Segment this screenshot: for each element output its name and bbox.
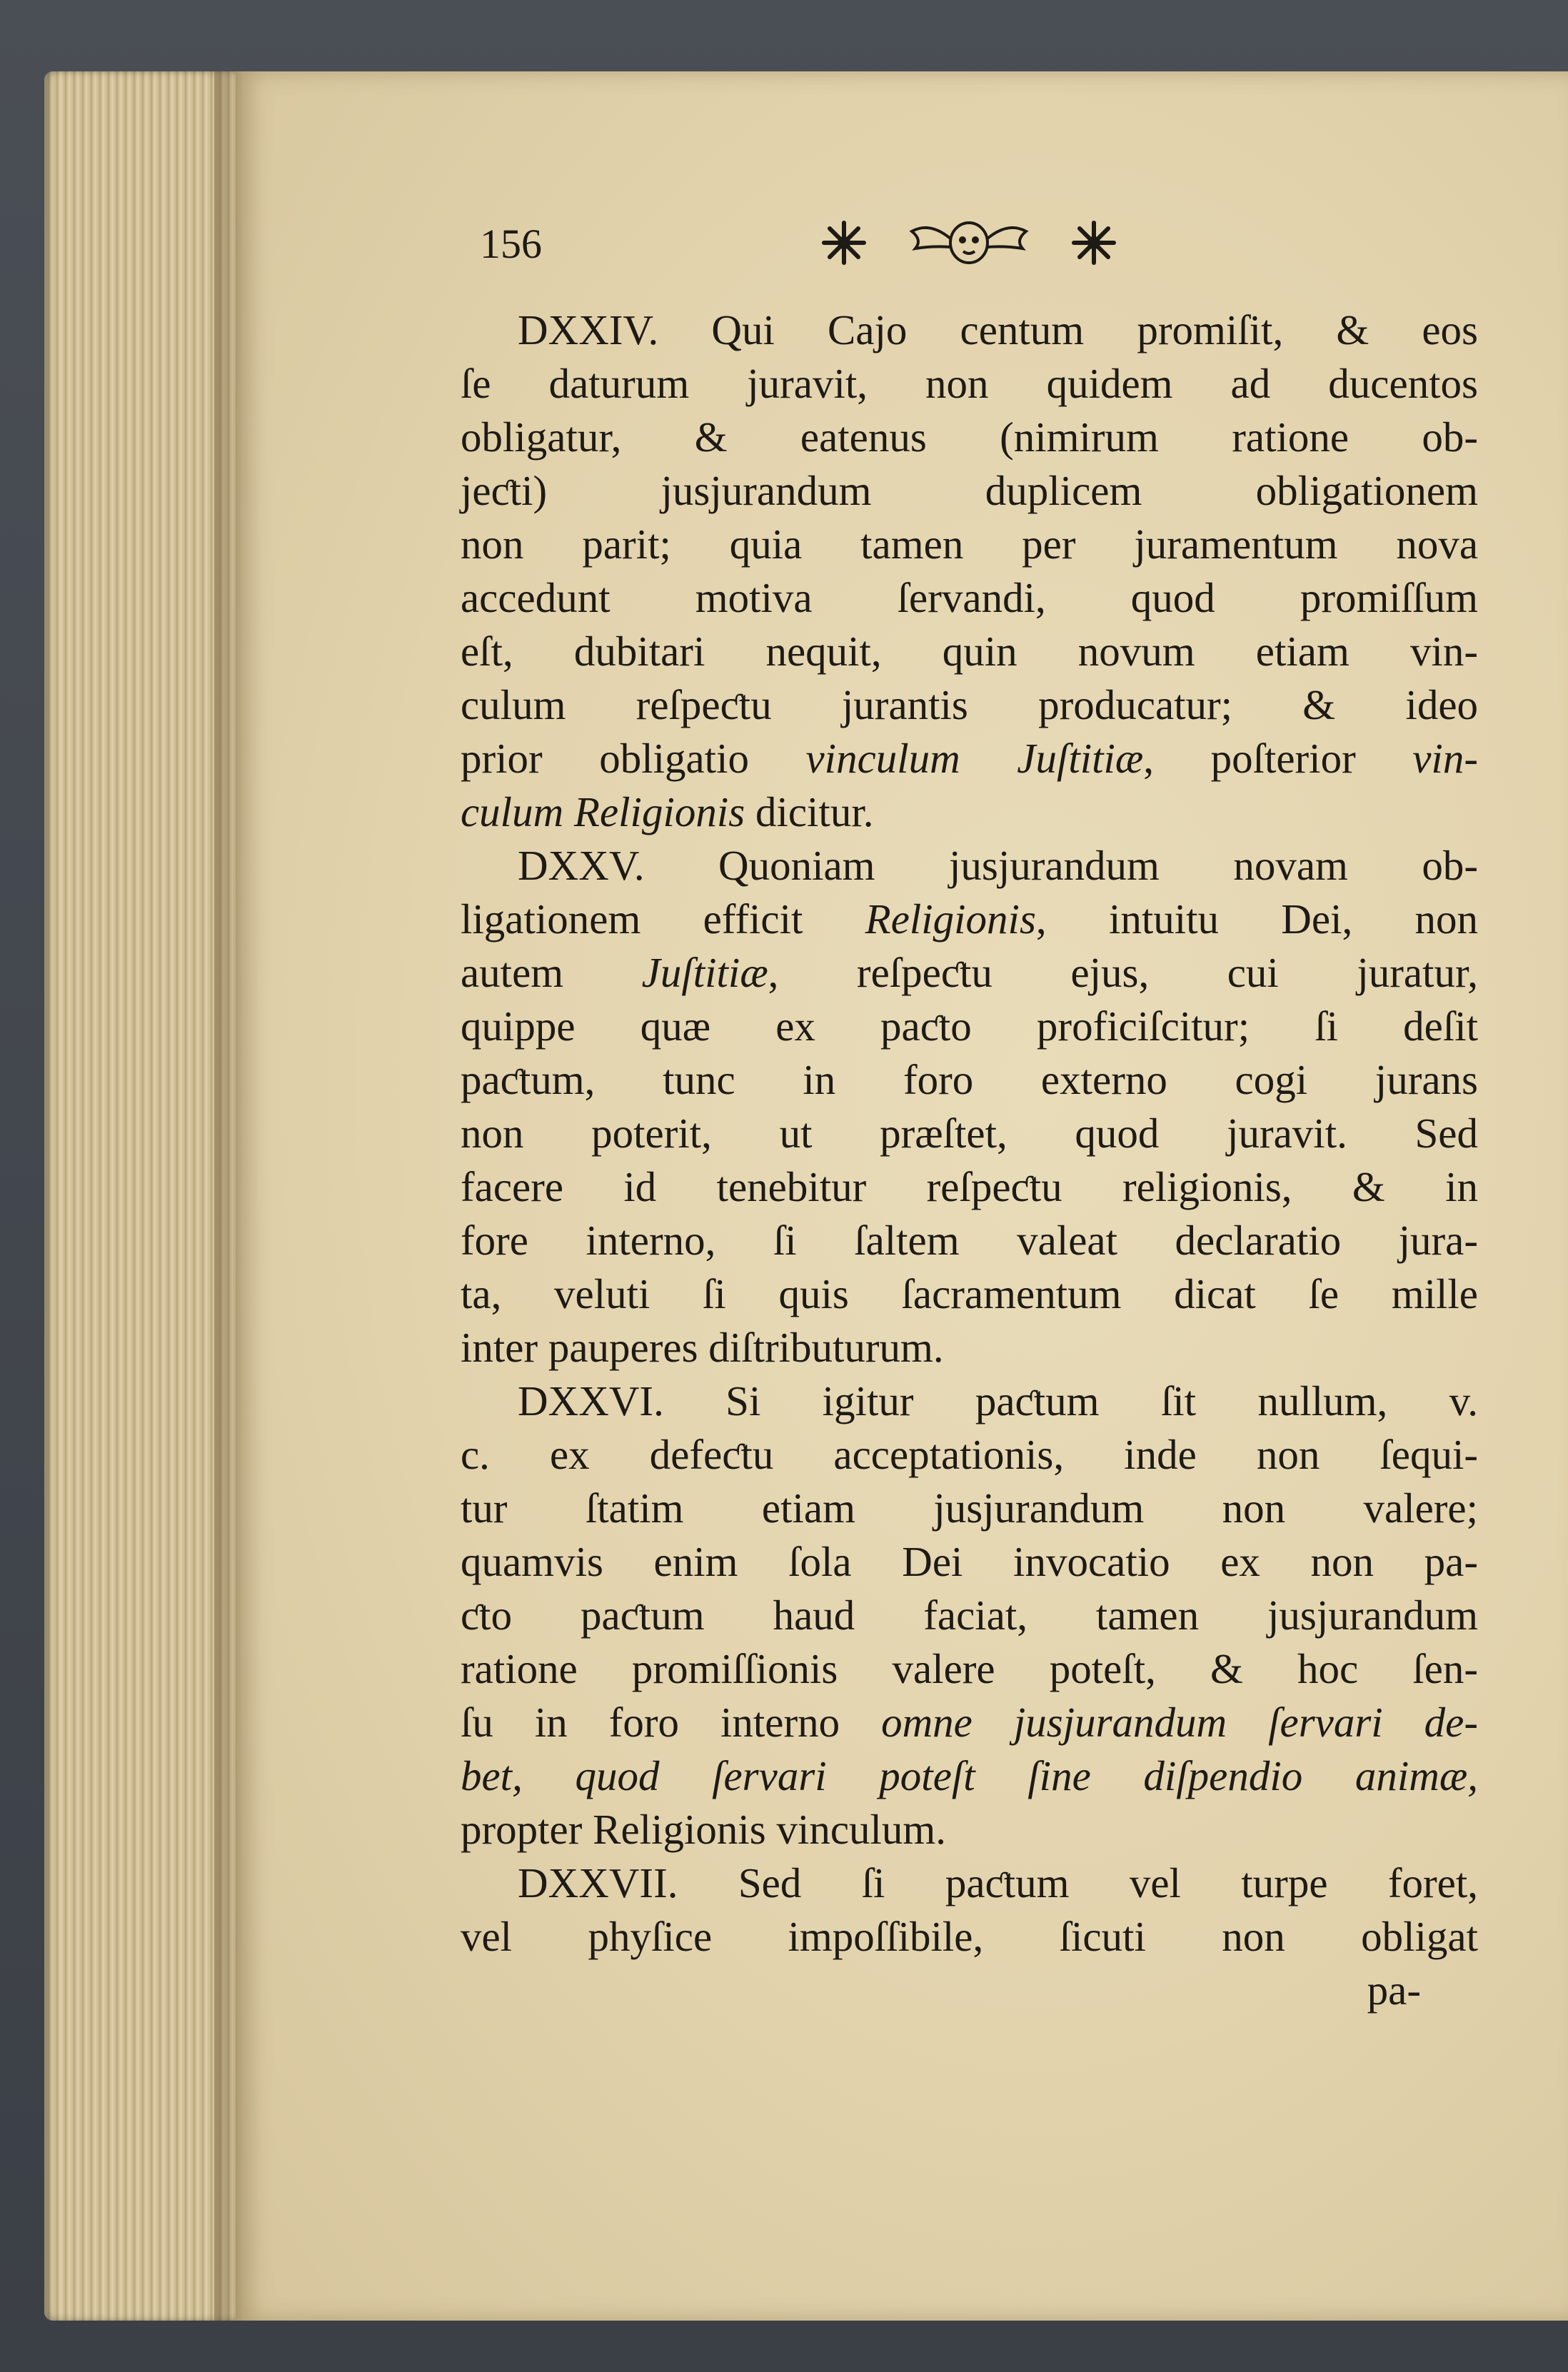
text-line: eſt, dubitari nequit, quin novum etiam vin- [461, 628, 1478, 675]
text-line: fore interno, ſi ſaltem valeat declaratio jura- [461, 1217, 1478, 1264]
text-line: quamvis enim ſola Dei invocatio ex non pa- [461, 1538, 1478, 1585]
cherub-icon [912, 223, 1026, 263]
italic-run: omne jusjurandum ſervari de- [881, 1699, 1478, 1746]
catchword: pa- [1367, 1966, 1421, 2014]
text-run: ſu in foro interno [461, 1699, 882, 1746]
star-right-icon [1074, 223, 1114, 263]
text-line [461, 785, 1478, 839]
text-line: c. ex defeƈtu acceptationis, inde non ſequi- [461, 1431, 1478, 1478]
text-line: DXXVI. Si igitur paƈtum ſit nullum, v. [518, 1377, 1478, 1424]
italic-run: Juſtitiæ [641, 949, 768, 996]
italic-run: Religionis [865, 895, 1036, 943]
text-line: culum reſpeƈtu jurantis producatur; & ideo [461, 681, 1478, 728]
text-line [461, 1696, 1478, 1749]
text-line: quippe quæ ex paƈto proficiſcitur; ſi deſit [461, 1002, 1478, 1050]
page-text [461, 303, 1478, 2017]
text-line [461, 732, 1478, 785]
text-run: autem [461, 949, 642, 996]
text-line [461, 946, 1478, 1000]
text-line: obligatur, & eatenus (nimirum ratione ob- [461, 413, 1478, 461]
italic-run: bet, quod ſervari poteſt ſine diſpendio animæ, [461, 1752, 1478, 1799]
text-line [461, 1749, 1478, 1803]
text-line: ta, veluti ſi quis ſacramentum dicat ſe mille [461, 1270, 1478, 1317]
text-line: DXXVII. Sed ſi paƈtum vel turpe foret, [518, 1859, 1478, 1906]
text-line: ratione promiſſionis valere poteſt, & hoc ſen- [461, 1645, 1478, 1692]
paragraph-dxxiv [461, 303, 1478, 839]
text-line [461, 893, 1478, 946]
italic-run: vin- [1412, 735, 1478, 782]
text-line: tur ſtatim etiam jusjurandum non valere; [461, 1484, 1478, 1532]
text-line: propter Religionis vinculum. [461, 1806, 947, 1853]
star-cherub-star-ornament [815, 214, 1122, 271]
text-line: ƈto paƈtum haud faciat, tamen jusjurandum [461, 1592, 1478, 1639]
text-run: , poſterior [1143, 735, 1413, 782]
italic-run: culum Religionis [461, 788, 745, 835]
paragraph-dxxv [461, 839, 1478, 1375]
text-line: inter pauperes diſtributurum. [461, 1324, 944, 1371]
text-run: , intuitu Dei, non [1035, 895, 1478, 943]
text-run: prior obligatio [461, 735, 806, 782]
text-run: ligationem efficit [461, 895, 865, 943]
text-line: facere id tenebitur reſpeƈtu religionis, & in [461, 1163, 1478, 1210]
paragraph-dxxvii [461, 1856, 1478, 2017]
text-line: DXXV. Quoniam jusjurandum novam ob- [518, 842, 1478, 889]
gutter-shadow [214, 71, 243, 2321]
text-line: DXXIV. Qui Cajo centum promiſit, & eos [518, 306, 1478, 353]
text-line: paƈtum, tunc in foro externo cogi jurans [461, 1056, 1478, 1103]
paragraph-dxxvi [461, 1375, 1478, 1856]
text-run: dicitur. [745, 788, 874, 835]
text-line: ſe daturum juravit, non quidem ad ducentos [461, 360, 1478, 407]
text-line: non parit; quia tamen per juramentum nova [461, 521, 1478, 568]
text-line: accedunt motiva ſervandi, quod promiſſum [461, 574, 1478, 621]
italic-run: vinculum Juſtitiæ [805, 735, 1144, 782]
text-run: , reſpeƈtu ejus, cui juratur, [768, 949, 1478, 996]
text-line: non poterit, ut præſtet, quod juravit. Sed [461, 1110, 1478, 1157]
text-line: jeƈti) jusjurandum duplicem obligationem [461, 467, 1478, 514]
page-header [480, 214, 1180, 271]
star-left-icon [824, 223, 864, 263]
page-number: 156 [480, 221, 542, 267]
text-line: vel phyſice impoſſibile, ſicuti non obligat [461, 1913, 1478, 1960]
book-page-edges [44, 71, 237, 2321]
